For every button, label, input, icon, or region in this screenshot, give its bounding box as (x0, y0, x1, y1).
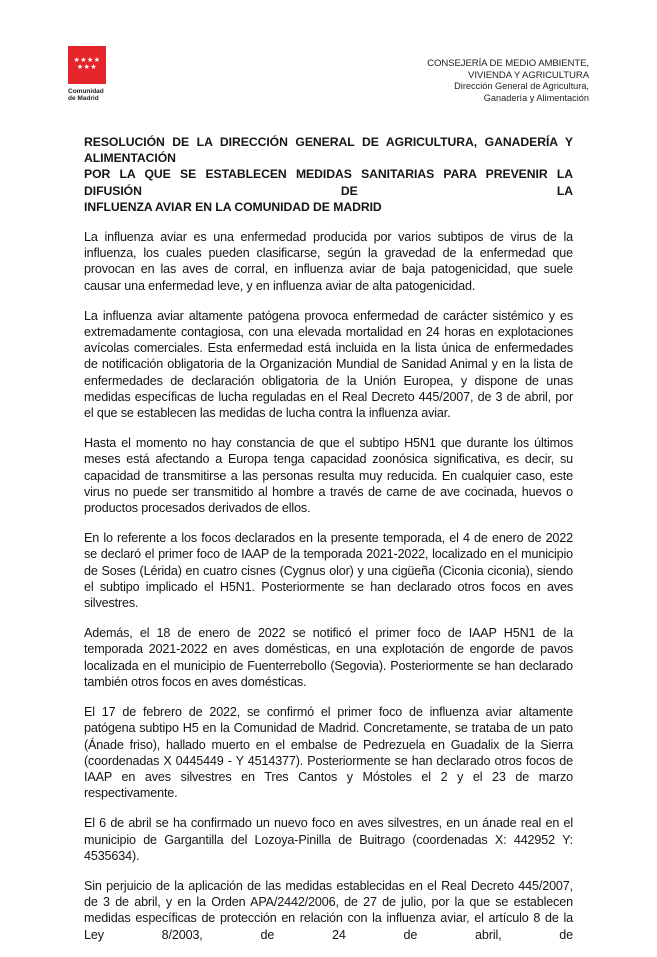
stars-top-row: ★★★★ (73, 56, 101, 64)
paragraph: En lo referente a los focos declarados en la presente temporada, el 4 de enero de 2022 se declaró el primer foco de IAAP de la temporada 2021-2022, localizado en el municipio de Soses (Lérida) en cuatro cisnes (Cygnus olor) y una cigüeña (Ciconia ciconia), siendo el subtipo implicado el H5N1. Posteriormente se han declarado otros focos en aves silvestres. (84, 531, 573, 611)
stars-bottom-row: ★★★ (76, 63, 98, 71)
title-line: RESOLUCIÓN DE LA DIRECCIÓN GENERAL DE AGRICULTURA, GANADERÍA Y ALIMENTACIÓN (84, 135, 573, 166)
paragraph: El 6 de abril se ha confirmado un nuevo foco en aves silvestres, en un ánade real en el municipio de Gargantilla del Lozoya-Pinilla de Buitrago (coordenadas X: 442952 Y: 4535634). (84, 816, 573, 863)
consejeria-line2: VIVIENDA Y AGRICULTURA (468, 69, 589, 81)
direccion-line1: Dirección General de Agricultura, (454, 81, 589, 91)
consejeria-line1: CONSEJERÍA DE MEDIO AMBIENTE, (427, 58, 589, 69)
title-line: INFLUENZA AVIAR EN LA COMUNIDAD DE MADRID (84, 199, 382, 214)
paragraph: Hasta el momento no hay constancia de que el subtipo H5N1 que durante los últimos meses está afectando a Europa tenga capacidad zoonósica significativa, es decir, su capacidad de transmitirse a las personas resulta muy reducida. En cualquier caso, este virus no puede ser transmitido al hombre a través de carne de ave cocinada, huevos o productos procesados derivados de ellos. (84, 436, 573, 516)
paragraph: El 17 de febrero de 2022, se confirmó el primer foco de influenza aviar altamente patógena subtipo H5 en la Comunidad de Madrid. Concretamente, se trataba de un pato (Ánade friso), hallado muerto en el embalse de Pedrezuela en Guadalix de la Sierra (coordenadas X 0445449 - Y 4514377). Posteriormente se han declarado otros focos de IAAP en aves silvestres en Tres Cantos y Móstoles el 2 y el 23 de marzo respectivamente. (84, 705, 573, 801)
document-body (84, 134, 573, 957)
paragraph: Además, el 18 de enero de 2022 se notificó el primer foco de IAAP H5N1 de la temporada 2021-2022 en aves domésticas, en una explotación de engorde de pavos localizada en el municipio de Fuenterrebollo (Segovia). Posteriormente se han declarado también otros focos en aves domésticas. (84, 626, 573, 689)
paragraph: La influenza aviar altamente patógena provoca enfermedad de carácter sistémico y es extremadamente contagiosa, con una elevada mortalidad en 24 horas en explotaciones avícolas comerciales. Esta enfermedad está incluida en la lista única de enfermedades de notificación obligatoria de la Organización Mundial de Sanidad Animal y en la lista de enfermedades de declaración obligatoria de la Unión Europea, y dispone de unas medidas específicas de lucha reguladas en el Real Decreto 445/2007, de 3 de abril, por el que se establecen las medidas de lucha contra la influenza aviar. (84, 308, 573, 421)
paragraph: Sin perjuicio de la aplicación de las medidas establecidas en el Real Decreto 445/2007, de 3 de abril, y en la Orden APA/2442/2006, de 27 de julio, por la que se establecen medidas específicas de protección en relación con la influenza aviar, el artículo 8 de la Ley 8/2003, de 24 de abril, de (84, 878, 573, 942)
logo-text-line1: Comunidad (68, 88, 104, 95)
stars-icon (68, 57, 106, 71)
paragraph: La influenza aviar es una enfermedad producida por varios subtipos de virus de la influenza, los cuales pueden clasificarse, según la gravedad de la enfermedad que provocan en las aves de corral, en influenza aviar de baja patogenicidad, que suele causar una enfermedad leve, y en influenza aviar de alta patogenicidad. (84, 230, 573, 293)
logo-red-square (68, 46, 106, 84)
letterhead-organization (427, 58, 589, 104)
title-line: POR LA QUE SE ESTABLECEN MEDIDAS SANITARIAS PARA PREVENIR LA DIFUSIÓN DE LA (84, 167, 573, 198)
comunidad-de-madrid-logo (68, 46, 110, 102)
resolution-title (84, 134, 573, 215)
logo-text (68, 88, 110, 102)
logo-text-line2: de Madrid (68, 95, 99, 102)
direccion-line2: Ganadería y Alimentación (483, 92, 589, 103)
